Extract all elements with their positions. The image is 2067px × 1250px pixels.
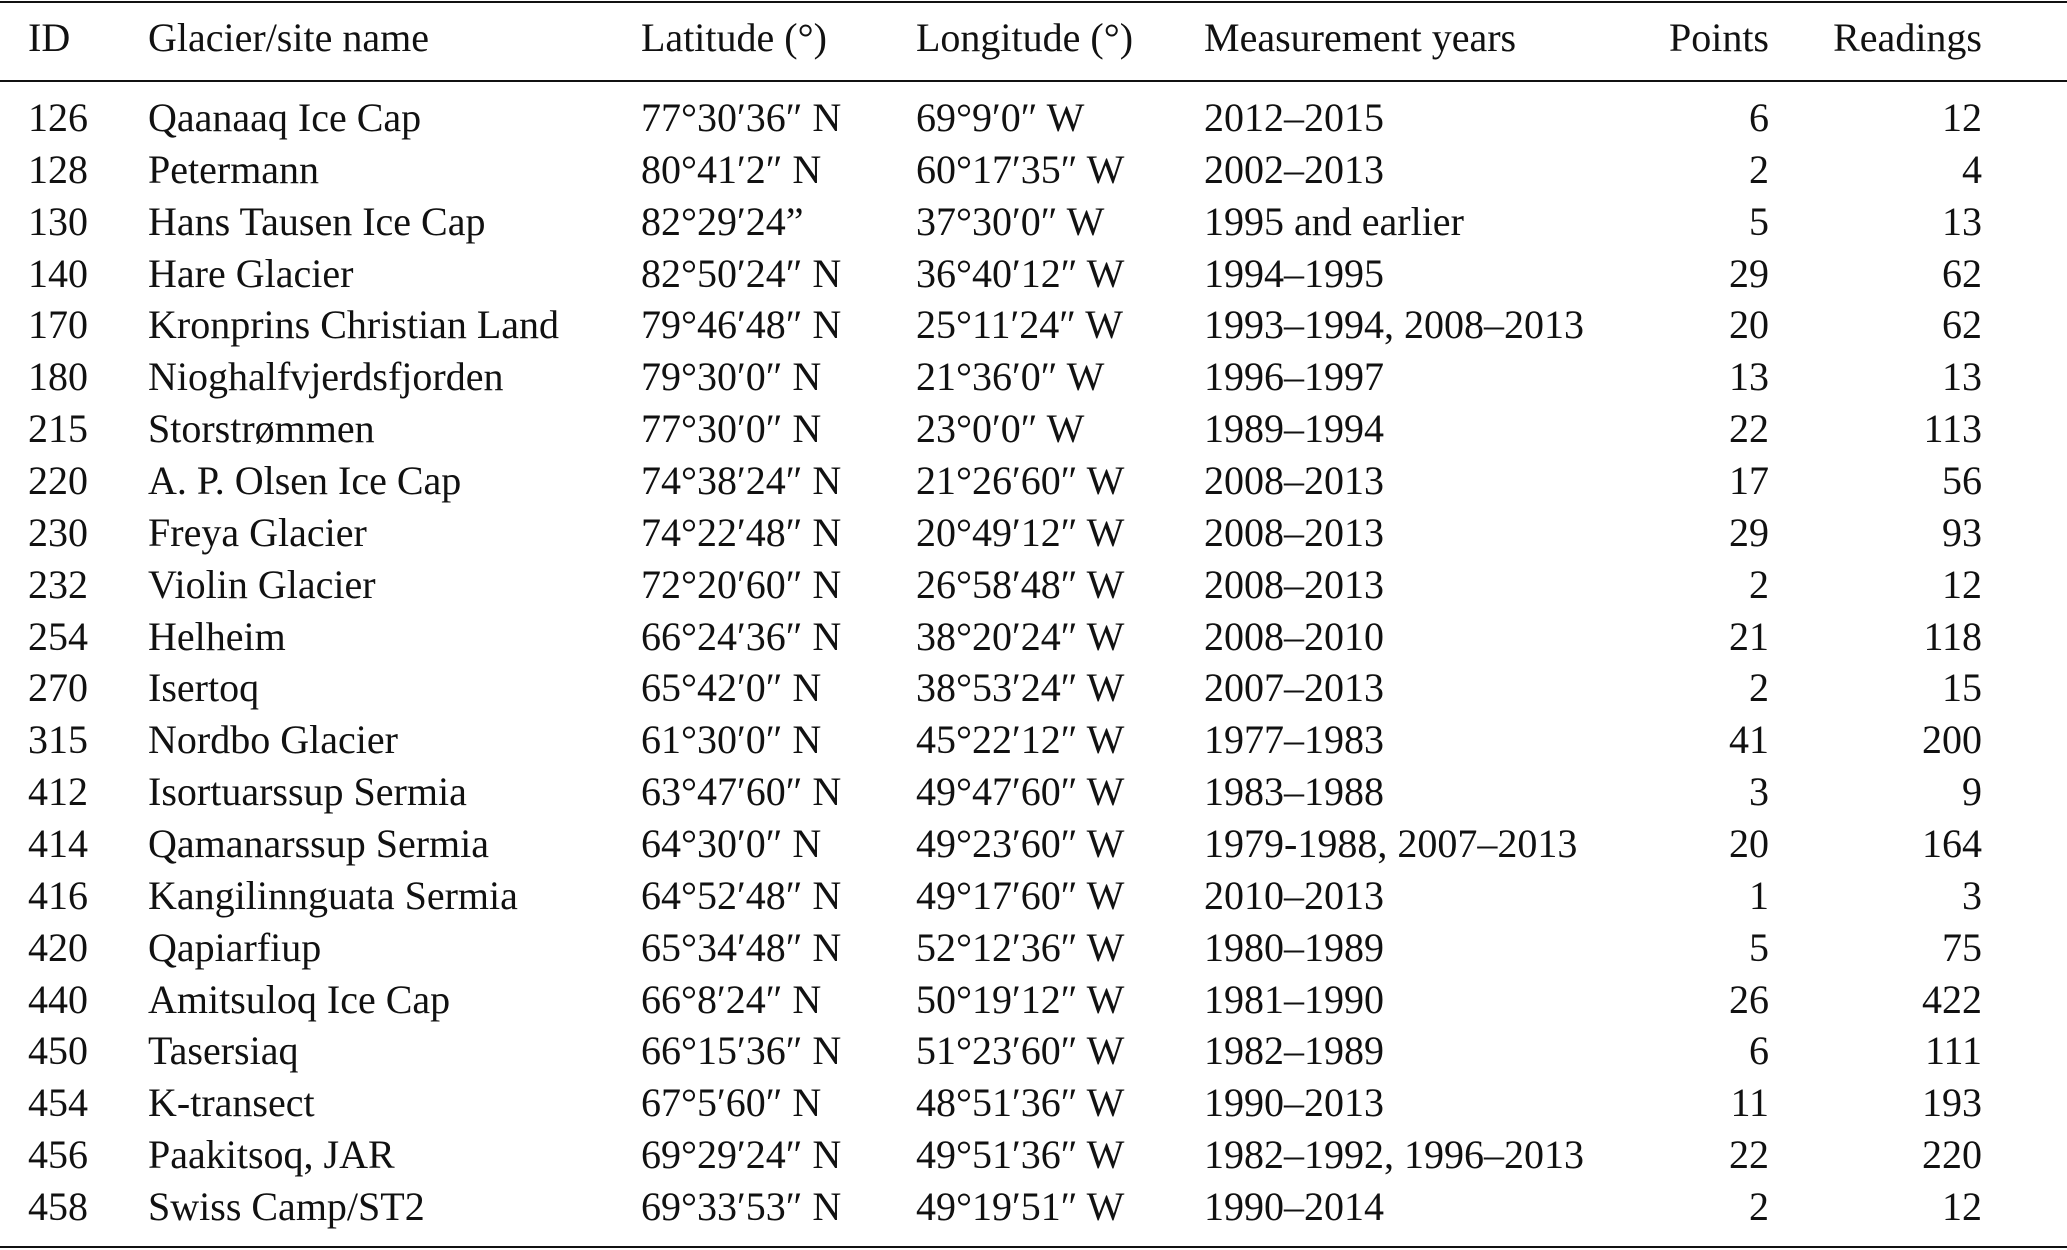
cell-years: 2008–2013 bbox=[1204, 510, 1384, 555]
cell-readings: 200 bbox=[1922, 717, 1982, 762]
cell-name: Swiss Camp/ST2 bbox=[148, 1184, 425, 1229]
cell-years: 1989–1994 bbox=[1204, 406, 1384, 451]
cell-latitude: 82°29′24” bbox=[641, 199, 804, 244]
table-row bbox=[0, 455, 2067, 507]
table-row bbox=[0, 818, 2067, 870]
cell-latitude: 74°38′24″ N bbox=[641, 458, 842, 503]
cell-points: 41 bbox=[1729, 717, 1769, 762]
table-row bbox=[0, 1025, 2067, 1077]
cell-name: Qamanarssup Sermia bbox=[148, 821, 490, 866]
cell-name: Isortuarssup Sermia bbox=[148, 769, 467, 814]
cell-years: 1980–1989 bbox=[1204, 925, 1384, 970]
cell-name: Freya Glacier bbox=[148, 510, 367, 555]
cell-readings: 15 bbox=[1942, 665, 1982, 710]
cell-points: 21 bbox=[1729, 614, 1769, 659]
cell-id: 232 bbox=[28, 562, 88, 607]
cell-readings: 193 bbox=[1922, 1080, 1982, 1125]
table-row bbox=[0, 144, 2067, 196]
cell-latitude: 72°20′60″ N bbox=[641, 562, 842, 607]
cell-points: 13 bbox=[1729, 354, 1769, 399]
cell-id: 450 bbox=[28, 1028, 88, 1073]
table-header-rule bbox=[0, 80, 2067, 82]
cell-longitude: 38°53′24″ W bbox=[916, 665, 1125, 710]
cell-id: 128 bbox=[28, 147, 88, 192]
cell-longitude: 26°58′48″ W bbox=[916, 562, 1125, 607]
cell-longitude: 49°17′60″ W bbox=[916, 873, 1125, 918]
table-row bbox=[0, 922, 2067, 974]
cell-readings: 113 bbox=[1923, 406, 1982, 451]
cell-id: 420 bbox=[28, 925, 88, 970]
cell-readings: 422 bbox=[1922, 977, 1982, 1022]
table-row bbox=[0, 974, 2067, 1026]
cell-longitude: 20°49′12″ W bbox=[916, 510, 1125, 555]
table-bottom-rule bbox=[0, 1246, 2067, 1248]
cell-longitude: 50°19′12″ W bbox=[916, 977, 1125, 1022]
cell-latitude: 77°30′0″ N bbox=[641, 406, 822, 451]
cell-latitude: 61°30′0″ N bbox=[641, 717, 822, 762]
table-row bbox=[0, 196, 2067, 248]
cell-longitude: 49°19′51″ W bbox=[916, 1184, 1125, 1229]
cell-points: 22 bbox=[1729, 406, 1769, 451]
cell-id: 412 bbox=[28, 769, 88, 814]
cell-latitude: 82°50′24″ N bbox=[641, 251, 842, 296]
cell-points: 1 bbox=[1749, 873, 1769, 918]
cell-latitude: 67°5′60″ N bbox=[641, 1080, 822, 1125]
cell-name: Nordbo Glacier bbox=[148, 717, 398, 762]
cell-years: 2007–2013 bbox=[1204, 665, 1384, 710]
table-row bbox=[0, 611, 2067, 663]
cell-id: 416 bbox=[28, 873, 88, 918]
cell-name: Helheim bbox=[148, 614, 286, 659]
cell-longitude: 48°51′36″ W bbox=[916, 1080, 1125, 1125]
cell-name: K-transect bbox=[148, 1080, 315, 1125]
cell-latitude: 66°8′24″ N bbox=[641, 977, 822, 1022]
cell-id: 440 bbox=[28, 977, 88, 1022]
cell-id: 254 bbox=[28, 614, 88, 659]
table-row bbox=[0, 1077, 2067, 1129]
cell-points: 29 bbox=[1729, 510, 1769, 555]
table-row bbox=[0, 507, 2067, 559]
cell-longitude: 38°20′24″ W bbox=[916, 614, 1125, 659]
header-longitude: Longitude (°) bbox=[916, 15, 1134, 60]
cell-points: 26 bbox=[1729, 977, 1769, 1022]
cell-latitude: 79°46′48″ N bbox=[641, 302, 842, 347]
cell-years: 1982–1989 bbox=[1204, 1028, 1384, 1073]
cell-longitude: 21°36′0″ W bbox=[916, 354, 1105, 399]
header-latitude: Latitude (°) bbox=[641, 15, 827, 60]
cell-longitude: 23°0′0″ W bbox=[916, 406, 1085, 451]
cell-name: Hare Glacier bbox=[148, 251, 354, 296]
cell-years: 1977–1983 bbox=[1204, 717, 1384, 762]
cell-readings: 13 bbox=[1942, 199, 1982, 244]
header-points: Points bbox=[1668, 15, 1769, 60]
cell-points: 2 bbox=[1749, 1184, 1769, 1229]
cell-latitude: 66°24′36″ N bbox=[641, 614, 842, 659]
table-row bbox=[0, 870, 2067, 922]
cell-id: 180 bbox=[28, 354, 88, 399]
header-years: Measurement years bbox=[1204, 15, 1517, 60]
cell-name: Violin Glacier bbox=[148, 562, 376, 607]
table-row bbox=[0, 1181, 2067, 1233]
cell-points: 22 bbox=[1729, 1132, 1769, 1177]
cell-years: 1996–1997 bbox=[1204, 354, 1384, 399]
cell-points: 20 bbox=[1729, 302, 1769, 347]
header-name: Glacier/site name bbox=[148, 15, 429, 60]
table-row bbox=[0, 1129, 2067, 1181]
cell-readings: 56 bbox=[1942, 458, 1982, 503]
cell-name: A. P. Olsen Ice Cap bbox=[148, 458, 462, 503]
cell-years: 1994–1995 bbox=[1204, 251, 1384, 296]
cell-points: 17 bbox=[1729, 458, 1769, 503]
cell-readings: 93 bbox=[1942, 510, 1982, 555]
cell-name: Isertoq bbox=[148, 665, 260, 710]
cell-name: Hans Tausen Ice Cap bbox=[148, 199, 486, 244]
cell-points: 11 bbox=[1730, 1080, 1769, 1125]
cell-latitude: 66°15′36″ N bbox=[641, 1028, 842, 1073]
cell-latitude: 65°42′0″ N bbox=[641, 665, 822, 710]
cell-readings: 62 bbox=[1942, 302, 1982, 347]
cell-readings: 75 bbox=[1942, 925, 1982, 970]
cell-points: 6 bbox=[1749, 95, 1769, 140]
cell-latitude: 77°30′36″ N bbox=[641, 95, 842, 140]
table-row bbox=[0, 766, 2067, 818]
header-id: ID bbox=[28, 15, 71, 60]
cell-latitude: 63°47′60″ N bbox=[641, 769, 842, 814]
cell-id: 315 bbox=[28, 717, 88, 762]
cell-years: 1981–1990 bbox=[1204, 977, 1384, 1022]
cell-points: 20 bbox=[1729, 821, 1769, 866]
cell-years: 1982–1992, 1996–2013 bbox=[1204, 1132, 1584, 1177]
cell-latitude: 69°33′53″ N bbox=[641, 1184, 842, 1229]
cell-longitude: 69°9′0″ W bbox=[916, 95, 1085, 140]
cell-id: 230 bbox=[28, 510, 88, 555]
cell-id: 414 bbox=[28, 821, 88, 866]
cell-readings: 9 bbox=[1962, 769, 1982, 814]
cell-latitude: 64°30′0″ N bbox=[641, 821, 822, 866]
cell-longitude: 60°17′35″ W bbox=[916, 147, 1125, 192]
cell-name: Nioghalfvjerdsfjorden bbox=[148, 354, 504, 399]
cell-readings: 62 bbox=[1942, 251, 1982, 296]
cell-points: 2 bbox=[1749, 562, 1769, 607]
cell-years: 1993–1994, 2008–2013 bbox=[1204, 302, 1584, 347]
cell-years: 2010–2013 bbox=[1204, 873, 1384, 918]
cell-id: 170 bbox=[28, 302, 88, 347]
cell-readings: 220 bbox=[1922, 1132, 1982, 1177]
table-row bbox=[0, 403, 2067, 455]
cell-readings: 12 bbox=[1942, 1184, 1982, 1229]
cell-latitude: 65°34′48″ N bbox=[641, 925, 842, 970]
cell-years: 2008–2010 bbox=[1204, 614, 1384, 659]
cell-name: Paakitsoq, JAR bbox=[148, 1132, 395, 1177]
cell-years: 2008–2013 bbox=[1204, 562, 1384, 607]
cell-points: 2 bbox=[1749, 665, 1769, 710]
cell-name: Qaanaaq Ice Cap bbox=[148, 95, 422, 140]
cell-longitude: 36°40′12″ W bbox=[916, 251, 1125, 296]
cell-name: Amitsuloq Ice Cap bbox=[148, 977, 451, 1022]
cell-years: 1990–2013 bbox=[1204, 1080, 1384, 1125]
cell-readings: 4 bbox=[1962, 147, 1982, 192]
cell-points: 3 bbox=[1749, 769, 1769, 814]
table-top-rule bbox=[0, 1, 2067, 3]
cell-points: 2 bbox=[1749, 147, 1769, 192]
cell-name: Kangilinnguata Sermia bbox=[148, 873, 518, 918]
cell-longitude: 37°30′0″ W bbox=[916, 199, 1105, 244]
cell-id: 454 bbox=[28, 1080, 88, 1125]
cell-name: Tasersiaq bbox=[148, 1028, 299, 1073]
cell-readings: 13 bbox=[1942, 354, 1982, 399]
cell-name: Qapiarfiup bbox=[148, 925, 322, 970]
cell-years: 1990–2014 bbox=[1204, 1184, 1384, 1229]
table-row bbox=[0, 714, 2067, 766]
cell-readings: 111 bbox=[1924, 1028, 1982, 1073]
cell-latitude: 80°41′2″ N bbox=[641, 147, 822, 192]
cell-latitude: 69°29′24″ N bbox=[641, 1132, 842, 1177]
cell-longitude: 51°23′60″ W bbox=[916, 1028, 1125, 1073]
cell-id: 458 bbox=[28, 1184, 88, 1229]
cell-years: 1983–1988 bbox=[1204, 769, 1384, 814]
cell-longitude: 49°51′36″ W bbox=[916, 1132, 1125, 1177]
cell-longitude: 45°22′12″ W bbox=[916, 717, 1125, 762]
table-row bbox=[0, 92, 2067, 144]
cell-longitude: 25°11′24″ W bbox=[916, 302, 1123, 347]
cell-id: 220 bbox=[28, 458, 88, 503]
cell-name: Kronprins Christian Land bbox=[148, 302, 560, 347]
table-row bbox=[0, 559, 2067, 611]
cell-points: 5 bbox=[1749, 199, 1769, 244]
cell-latitude: 64°52′48″ N bbox=[641, 873, 842, 918]
cell-points: 5 bbox=[1749, 925, 1769, 970]
cell-latitude: 74°22′48″ N bbox=[641, 510, 842, 555]
cell-longitude: 49°47′60″ W bbox=[916, 769, 1125, 814]
cell-longitude: 49°23′60″ W bbox=[916, 821, 1125, 866]
cell-readings: 3 bbox=[1962, 873, 1982, 918]
cell-id: 270 bbox=[28, 665, 88, 710]
table-row bbox=[0, 351, 2067, 403]
cell-readings: 118 bbox=[1923, 614, 1982, 659]
cell-id: 126 bbox=[28, 95, 88, 140]
table-row bbox=[0, 248, 2067, 300]
cell-years: 2012–2015 bbox=[1204, 95, 1384, 140]
cell-years: 1995 and earlier bbox=[1204, 199, 1464, 244]
cell-id: 140 bbox=[28, 251, 88, 296]
cell-latitude: 79°30′0″ N bbox=[641, 354, 822, 399]
cell-id: 130 bbox=[28, 199, 88, 244]
table-row bbox=[0, 662, 2067, 714]
cell-longitude: 52°12′36″ W bbox=[916, 925, 1125, 970]
cell-name: Petermann bbox=[148, 147, 320, 192]
table-header-row bbox=[0, 12, 2067, 64]
cell-points: 29 bbox=[1729, 251, 1769, 296]
header-readings: Readings bbox=[1833, 15, 1982, 60]
cell-years: 2008–2013 bbox=[1204, 458, 1384, 503]
table-row bbox=[0, 299, 2067, 351]
cell-id: 215 bbox=[28, 406, 88, 451]
cell-readings: 12 bbox=[1942, 95, 1982, 140]
cell-readings: 164 bbox=[1922, 821, 1982, 866]
cell-years: 2002–2013 bbox=[1204, 147, 1384, 192]
cell-points: 6 bbox=[1749, 1028, 1769, 1073]
cell-id: 456 bbox=[28, 1132, 88, 1177]
cell-longitude: 21°26′60″ W bbox=[916, 458, 1125, 503]
cell-readings: 12 bbox=[1942, 562, 1982, 607]
cell-name: Storstrømmen bbox=[148, 406, 375, 451]
cell-years: 1979-1988, 2007–2013 bbox=[1204, 821, 1578, 866]
